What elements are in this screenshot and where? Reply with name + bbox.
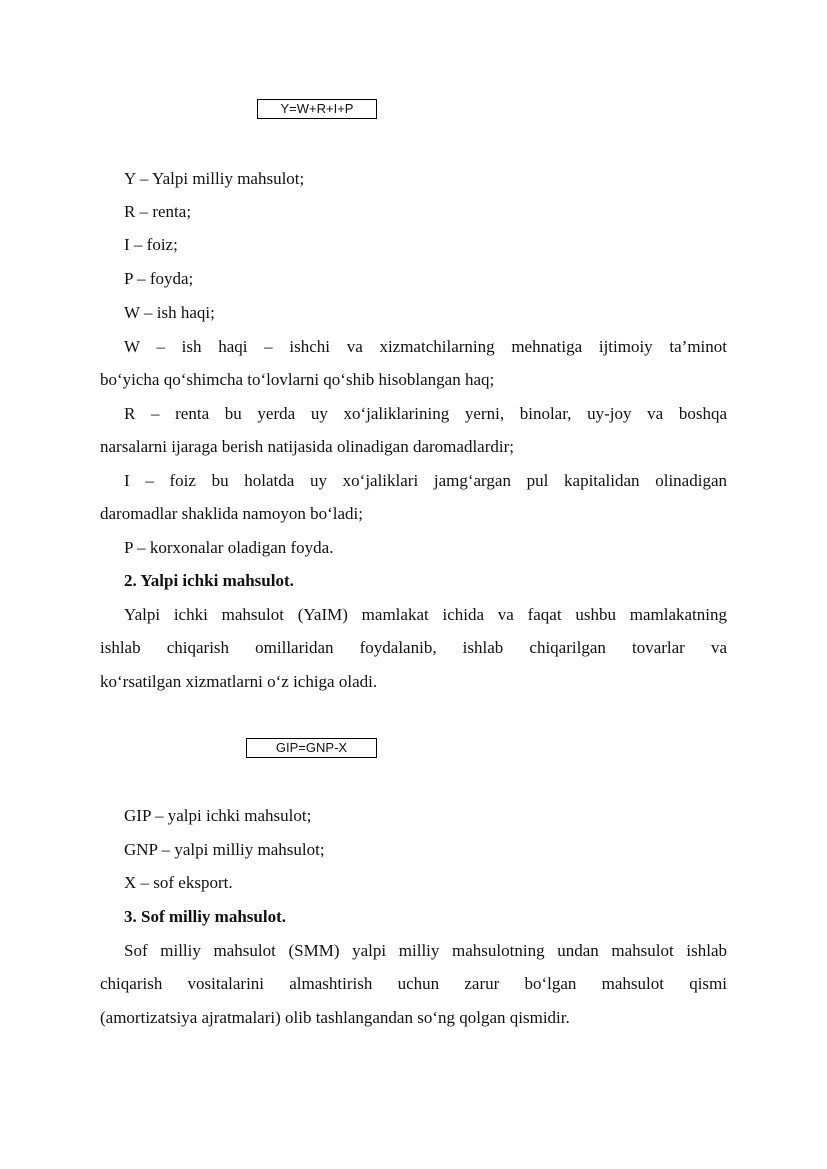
paragraph-nnp-line1: Sof milliy mahsulot (SMM) yalpi milliy mahsulotning undan mahsulot ishlab	[124, 941, 727, 960]
paragraph-gdp-line2: ishlab chiqarish omillaridan foydalanib, ishlab chiqarilgan tovarlar va	[100, 638, 727, 657]
definition-p: P – foyda;	[124, 269, 194, 288]
paragraph-gdp-line1: Yalpi ichki mahsulot (YaIM) mamlakat ichida va faqat ushbu mamlakatning	[124, 605, 727, 624]
formula-box-gdp: GIP=GNP-X	[246, 738, 377, 758]
definition-y: Y – Yalpi milliy mahsulot;	[124, 169, 305, 188]
paragraph-w-line2: bo‘yicha qo‘shimcha to‘lovlarni qo‘shib hisoblangan haq;	[100, 370, 495, 389]
definition-gnp: GNP – yalpi milliy mahsulot;	[124, 840, 325, 859]
paragraph-nnp-line3: (amortizatsiya ajratmalari) olib tashlangandan so‘ng qolgan qismidir.	[100, 1008, 570, 1027]
paragraph-p: P – korxonalar oladigan foyda.	[124, 538, 334, 557]
formula-box-gnp: Y=W+R+I+P	[257, 99, 377, 119]
paragraph-i-line1: I – foiz bu holatda uy xo‘jaliklari jamg‘argan pul kapitalidan olinadigan	[124, 471, 727, 490]
paragraph-w-line1: W – ish haqi – ishchi va xizmatchilarning mehnatiga ijtimoiy ta’minot	[124, 337, 727, 356]
paragraph-nnp-line2: chiqarish vositalarini almashtirish uchun zarur bo‘lgan mahsulot qismi	[100, 974, 727, 993]
paragraph-i-line2: daromadlar shaklida namoyon bo‘ladi;	[100, 504, 363, 523]
definition-w: W – ish haqi;	[124, 303, 215, 322]
definition-gip: GIP – yalpi ichki mahsulot;	[124, 806, 312, 825]
definition-x: X – sof eksport.	[124, 873, 233, 892]
section-heading-3: 3. Sof milliy mahsulot.	[124, 907, 286, 926]
definition-r: R – renta;	[124, 202, 192, 221]
paragraph-r-line1: R – renta bu yerda uy xo‘jaliklarining yerni, binolar, uy-joy va boshqa	[124, 404, 727, 423]
section-heading-2: 2. Yalpi ichki mahsulot.	[124, 571, 294, 590]
paragraph-gdp-line3: ko‘rsatilgan xizmatlarni o‘z ichiga oladi.	[100, 672, 378, 691]
definition-i: I – foiz;	[124, 235, 178, 254]
paragraph-r-line2: narsalarni ijaraga berish natijasida olinadigan daromadlardir;	[100, 437, 514, 456]
